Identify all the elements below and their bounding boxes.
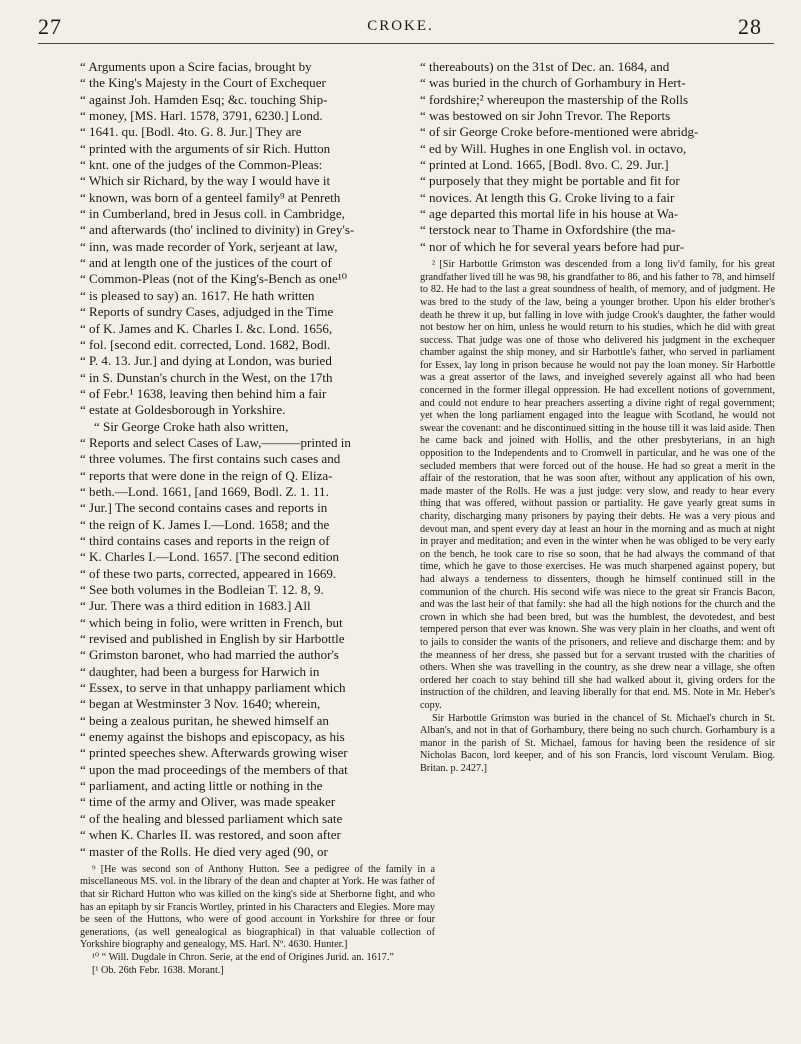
footnote-1: [¹ Ob. 26th Febr. 1638. Morant.] — [92, 964, 224, 976]
text-line: “ when K. Charles II. was restored, and soon after — [80, 827, 341, 843]
text-line: “ parliament, and acting little or nothing in the — [80, 778, 323, 794]
text-line: “ Reports and select Cases of Law,———printed in — [80, 434, 351, 450]
page-number-right: 28 — [738, 14, 762, 39]
text-line: “ inn, was made recorder of York, serjeant at law, — [80, 238, 338, 254]
text-line: “ of K. James and K. Charles I. &c. Lond. 1656, — [80, 320, 333, 336]
text-line: “ P. 4. 13. Jur.] and dying at London, was buried — [80, 353, 332, 369]
text-line: “ the King's Majesty in the Court of Exchequer — [80, 75, 326, 91]
text-line: “ upon the mad proceedings of the members of that — [80, 761, 348, 777]
text-line: “ fol. [second edit. corrected, Lond. 1682, Bodl. — [80, 336, 331, 352]
text-line: “ Arguments upon a Scire facias, brought by — [80, 59, 312, 74]
text-line: “ which being in folio, were written in French, but — [80, 614, 343, 630]
footnote-2: ² [Sir Harbottle Grimston was descended from a long liv'd family, for his great grandfather lived till he was 98, his grandfather to 86, and his father to 78, and himself to 82. He had to the last a great soundness of health, of memory, and of judgment. He was bred to the study of the law, being a younger brother. Upon his elder brother's death he threw it up, but falling in love with judge Crook's daughter, the father would not bestow her on him, unless he would return to his studies, which he did with great success. That judge was one of those who delivered his judgment in the exchequer chamber against the ship money, and sir Harbottle's father, who served in parliament for Essex, lay long in prison because he would not pay the loan money. Sir Harbottle was a great assertor of the laws, and inveighed severely against all who had been concerned in the former illegal oppression. He had excellent notions of government, and could not endure to hear preachers asserting a divine right of regal government; yet when the long parliament engaged into the league with Scotland, he would not swear the covenant: and he discontinued sitting in the house till it was laid aside. Then he came back and joined with Hollis, and the other presbyterians, in an high opposition to the Independents and to Cromwell in particular, and he was one of the secluded members that were forced out of the house. He had so great a merit in the affair of the restoration, that he was soon after, without any application of his own, made master of the Rolls. He was a just judge: very slow, and ready to hear every thing that was offered, without passion or partiality. He gave yearly great sums in charity, discharging many prisoners by paying their debts. He was a very pious and devout man, and spent every day at least an hour in the morning and as much at night in prayer and meditation; and even in the winter when he was obliged to be very early on the bench, he took care to rise so soon, that he had always the command of that time, which he gave to those exercises. He was much sharpened against popery, but had always a tenderness to dissenters, though he himself continued still in the communion of the church. His second wife was niece to the great sir Francis Bacon, and was the last heir of that family: she had all the high notions for the church and the crown in which she had been bred, but was the humblest, the devotedest, and best tempered person that ever was known. She was very plain in her cloaths, and went oft to jails to consider the wants of the prisoners, and relieve and discharge them: and by the meanness of her dress, she passed but for a servant trusted with the charities of others. When she was travelling in the country, as she drew near a village, she often ordered her coach to stay behind till she had walked about it, giving orders for the instruction of the children, and leaving liberally for that end. MS. Note in Mr. Heber's copy. — [420, 259, 775, 711]
text-line: “ Grimston baronet, who had married the author's — [80, 647, 339, 663]
text-line: “ Which sir Richard, by the way I would have it — [80, 173, 331, 189]
text-line: “ printed speeches shew. Afterwards growing wiser — [80, 745, 348, 761]
text-line: “ age departed this mortal life in his house at Wa- — [420, 206, 679, 222]
text-line: “ third contains cases and reports in the reign of — [80, 532, 330, 548]
text-line: “ daughter, had been a burgess for Harwich in — [80, 663, 320, 679]
text-line: “ printed with the arguments of sir Rich. Hutton — [80, 140, 331, 156]
footnote-9: ⁹ [He was second son of Anthony Hutton. See a pedigree of the family in a miscellaneous MS. vol. in the library of the dean and chapter at York. He was father of that sir Richard Hutton who was killed on the king's side at Sherborne fight, and who has an epitaph by sir Francis Wortley, printed in his Characters and Elegies. More may be seen of the Huttons, who were of good account in Yorkshire for three or four generations, (as well genealogical as biographical) in that valuable collection of Yorkshire biography and genealogy, MS. Harl. Nº. 4630. Hunter.] — [80, 863, 435, 951]
text-line: “ Sir George Croke hath also written, — [94, 418, 289, 434]
text-line: “ See both volumes in the Bodleian T. 12. 8, 9. — [80, 582, 324, 597]
text-line: “ terstock near to Thame in Oxfordshire (the ma- — [420, 222, 676, 238]
text-line: “ enemy against the bishops and episcopacy, as his — [80, 729, 345, 745]
text-line: “ master of the Rolls. He died very aged (90, or — [80, 843, 328, 859]
text-line: “ Reports of sundry Cases, adjudged in the Time — [80, 304, 334, 320]
left-main-text — [80, 59, 435, 419]
page-number-left: 27 — [38, 14, 62, 39]
text-line: “ reports that were done in the reign of Q. Eliza- — [80, 467, 333, 483]
text-line: “ fordshire;² whereupon the mastership of the Rolls — [420, 91, 689, 107]
left-footnotes — [80, 864, 435, 977]
text-line: “ K. Charles I.—Lond. 1657. [The second edition — [80, 549, 340, 565]
text-line: “ purposely that they might be portable and fit for — [420, 173, 680, 189]
text-line: “ ed by Will. Hughes in one English vol. in octavo, — [420, 140, 687, 156]
text-line: “ novices. At length this G. Croke living to a fair — [420, 189, 675, 205]
text-line: “ three volumes. The first contains such cases and — [80, 451, 341, 467]
right-footnotes — [420, 259, 775, 775]
text-line: “ estate at Goldesborough in Yorkshire. — [80, 402, 286, 418]
text-line: “ 1641. qu. [Bodl. 4to. G. 8. Jur.] They are — [80, 124, 302, 140]
text-line: “ Jur. There was a third edition in 1683.] All — [80, 598, 311, 614]
text-line: “ was buried in the church of Gorhambury in Hert- — [420, 75, 686, 91]
text-line: “ the reign of K. James I.—Lond. 1658; and the — [80, 516, 330, 532]
text-line: “ was bestowed on sir John Trevor. The Reports — [420, 108, 671, 124]
text-line: “ is pleased to say) an. 1617. He hath written — [80, 287, 315, 303]
text-line: “ nor of which he for several years before had pur- — [420, 238, 685, 254]
text-line: “ being a zealous puritan, he shewed himself an — [80, 712, 329, 728]
text-line: “ thereabouts) on the 31st of Dec. an. 1684, and — [420, 59, 670, 74]
page-header — [0, 0, 801, 40]
text-line: “ Common-Pleas (not of the King's-Bench as one¹⁰ — [80, 271, 347, 287]
text-line: “ knt. one of the judges of the Common-Pleas: — [80, 157, 323, 173]
text-line: “ of sir George Croke before-mentioned were abridg- — [420, 124, 699, 140]
text-line: “ in Cumberland, bred in Jesus coll. in Cambridge, — [80, 206, 345, 222]
text-line: “ of these two parts, corrected, appeared in 1669. — [80, 565, 337, 581]
header-rule — [38, 43, 774, 44]
running-title: CROKE. — [367, 18, 434, 34]
text-line: “ of Febr.¹ 1638, leaving then behind him a fair — [80, 385, 327, 401]
text-line: “ and at length one of the justices of the court of — [80, 255, 332, 271]
text-line: “ revised and published in English by sir Harbottle — [80, 631, 345, 647]
text-line: “ money, [MS. Harl. 1578, 3791, 6230.] Lond. — [80, 108, 323, 124]
text-line: “ of the healing and blessed parliament which sate — [80, 810, 343, 826]
text-line: “ Essex, to serve in that unhappy parliament which — [80, 680, 346, 696]
text-line: “ time of the army and Oliver, was made speaker — [80, 794, 336, 810]
text-line: “ in S. Dunstan's church in the West, on the 17th — [80, 369, 333, 385]
left-column — [80, 59, 435, 977]
text-line: “ beth.—Lond. 1661, [and 1669, Bodl. Z. 1. 11. — [80, 483, 329, 499]
right-main-text — [420, 59, 775, 255]
right-column — [420, 59, 775, 775]
text-line: “ Jur.] The second contains cases and reports in — [80, 500, 328, 516]
text-line: “ against Joh. Hamden Esq; &c. touching Ship- — [80, 91, 328, 107]
text-line: “ and afterwards (tho' inclined to divinity) in Grey's- — [80, 222, 355, 238]
footnote-2-continued: Sir Harbottle Grimston was buried in the chancel of St. Michael's church in St. Alban's, and not in that of Gorhambury, there being no such church. Gorhambury is a manor in the parish of St. Michael, famous for having been the residence of sir Nicholas Bacon, lord keeper, and of his son Francis, lord viscount Verulam. Biog. Britan. p. 2427.] — [420, 712, 775, 774]
footnote-10: ¹⁰ “ Will. Dugdale in Chron. Serie, at the end of Origines Jurid. an. 1617.” — [92, 952, 394, 963]
text-line: “ known, was born of a genteel family⁹ at Penreth — [80, 189, 341, 205]
text-line: “ began at Westminster 3 Nov. 1640; wherein, — [80, 696, 321, 712]
text-line: “ printed at Lond. 1665, [Bodl. 8vo. C. 29. Jur.] — [420, 157, 669, 173]
left-main-text-continued — [80, 419, 435, 860]
